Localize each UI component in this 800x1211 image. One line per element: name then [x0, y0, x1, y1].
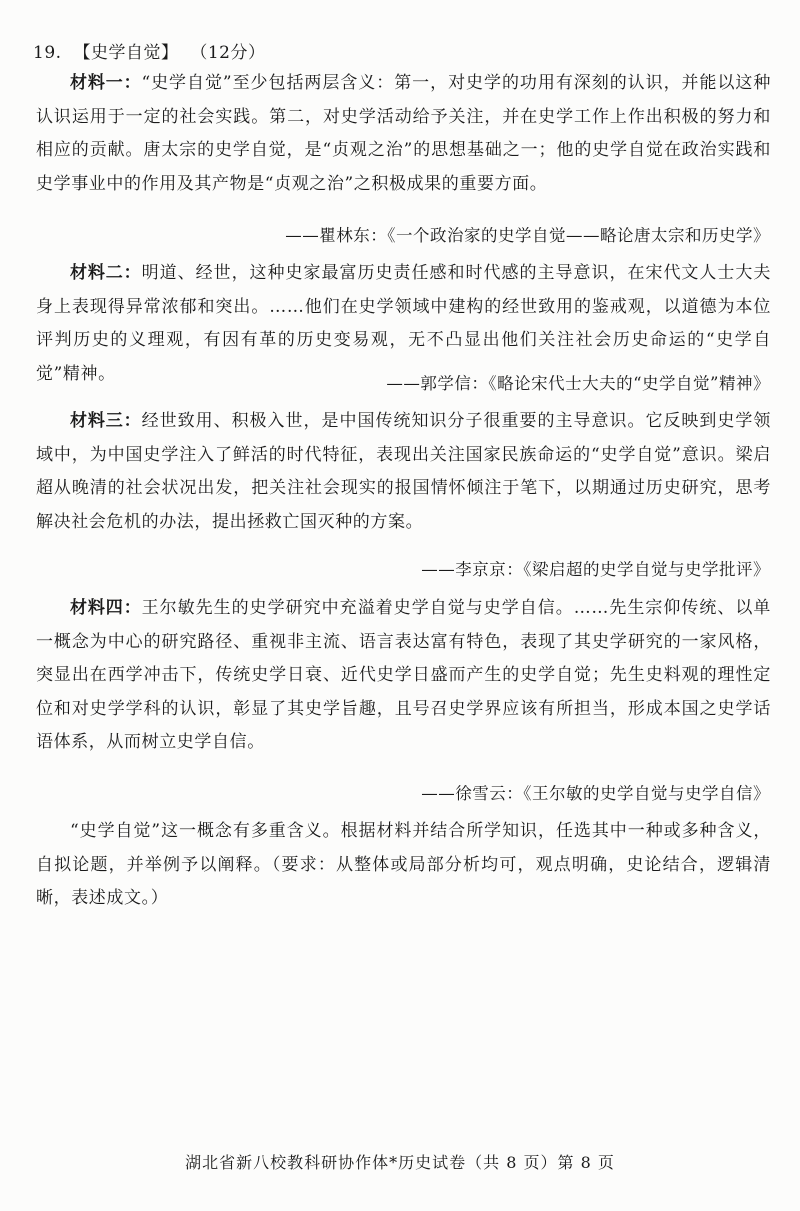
page-footer: 湖北省新八校教科研协作体*历史试卷（共 8 页）第 8 页	[185, 1153, 615, 1172]
material-2-source: ——郭学信：《略论宋代士大夫的“史学自觉”精神》	[386, 374, 770, 393]
material-1-label: 材料一：	[70, 73, 142, 93]
material-1	[36, 67, 771, 201]
material-4	[36, 592, 771, 760]
material-3	[36, 405, 771, 539]
material-1-text: “史学自觉”至少包括两层含义：第一，对史学的功用有深刻的认识，并能以这种认识运用于一定的社会实践。第二，对史学活动给予关注，并在史学工作上作出积极的努力和相应的贡献。唐太宗的史学自觉，是“贞观之治”的思想基础之一；他的史学自觉在政治实践和史学事业中的作用及其产物是“贞观之治”之积极成果的重要方面。	[36, 73, 771, 194]
material-3-source: ——李京京：《梁启超的史学自觉与史学批评》	[421, 560, 770, 579]
material-2-label: 材料二：	[70, 263, 142, 283]
question-number: 19.	[33, 43, 62, 63]
material-4-label: 材料四：	[70, 598, 142, 618]
material-1-source: ——瞿林东：《一个政治家的史学自觉——略论唐太宗和历史学》	[285, 226, 770, 245]
material-3-text: 经世致用、积极入世，是中国传统知识分子很重要的主导意识。它反映到史学领域中，为中国史学注入了鲜活的时代特征，表现出关注国家民族命运的“史学自觉”意识。梁启超从晚清的社会状况出发，把关注社会现实的报国情怀倾注于笔下，以期通过历史研究，思考解决社会危机的办法，提出拯救亡国灭种的方案。	[36, 411, 772, 532]
material-3-label: 材料三：	[70, 411, 142, 431]
material-4-source: ——徐雪云：《王尔敏的史学自觉与史学自信》	[421, 784, 770, 803]
question-title: 【史学自觉】	[73, 43, 179, 63]
question-header	[33, 38, 272, 63]
material-2-text: 明道、经世，这种史家最富历史责任感和时代感的主导意识，在宋代文人士大夫身上表现得异常浓郁和突出。……他们在史学领域中建构的经世致用的鉴戒观，以道德为本位评判历史的义理观，有因有革的历史变易观，无不凸显出他们关注社会历史命运的“史学自觉”精神。	[36, 263, 772, 384]
material-4-text: 王尔敏先生的史学研究中充溢着史学自觉与史学自信。……先生宗仰传统、以单一概念为中心的研究路径、重视非主流、语言表达富有特色，表现了其史学研究的一家风格，突显出在西学冲击下，传统史学日衰、近代史学日盛而产生的史学自觉；先生史料观的理性定位和对史学学科的认识，彰显了其史学旨趣，且号召史学界应该有所担当，形成本国之史学话语体系，从而树立史学自信。	[36, 598, 772, 752]
question-score: （12分）	[190, 43, 266, 63]
question-prompt: “史学自觉”这一概念有多重含义。根据材料并结合所学知识，任选其中一种或多种含义，自拟论题，并举例予以阐释。（要求：从整体或局部分析均可，观点明确，史论结合，逻辑清晰，表述成文。）	[36, 821, 771, 908]
